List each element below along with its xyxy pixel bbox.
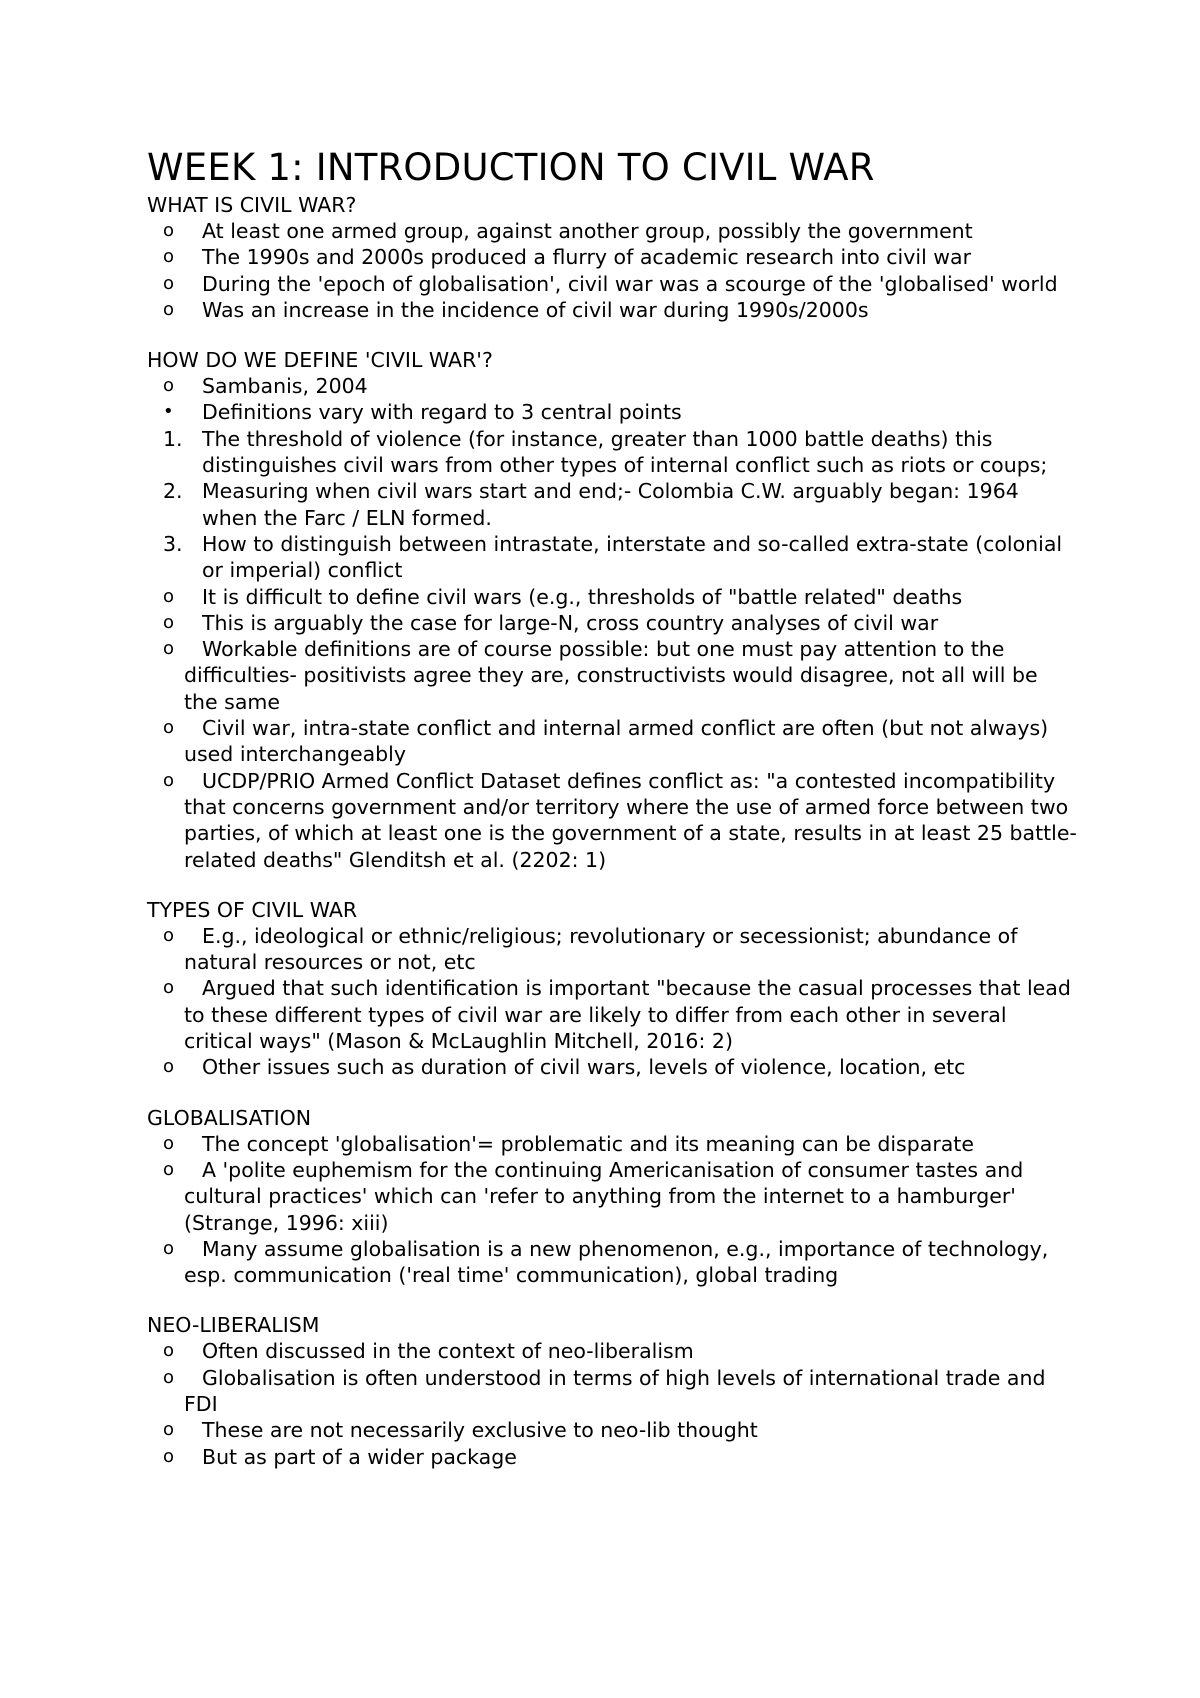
bullet-icon: •	[163, 401, 174, 423]
bullet-list	[147, 1338, 1077, 1469]
list-item-text: Other issues such as duration of civil wars, levels of violence, location, etc	[202, 1055, 966, 1080]
list-item	[147, 715, 1077, 768]
circle-bullet-icon: o	[163, 1419, 175, 1441]
numbered-list-item	[147, 426, 1077, 479]
list-item-text: A 'polite euphemism for the continuing Americanisation of consumer tastes and cultural practices' which can 'refer to anything from the internet to a hamburger' (Strange, 1996: xiii)	[184, 1157, 1024, 1235]
list-item-text: Argued that such identification is important "because the casual processes that lead to these different types of civil war are likely to differ from each other in several critical ways" (Mason & McLaughlin Mitchell, 2016: 2)	[184, 976, 1071, 1054]
circle-bullet-icon: o	[163, 638, 175, 660]
circle-bullet-icon: o	[163, 375, 175, 397]
list-item	[147, 1444, 1077, 1470]
list-item	[147, 373, 1077, 399]
section	[147, 347, 1077, 873]
list-item	[147, 923, 1077, 976]
circle-bullet-icon: o	[163, 272, 175, 294]
section-heading: NEO-LIBERALISM	[147, 1313, 320, 1338]
document-body	[147, 192, 1077, 1470]
list-item	[147, 218, 1077, 244]
circle-bullet-icon: o	[163, 977, 175, 999]
list-item	[147, 297, 1077, 323]
section-heading: GLOBALISATION	[147, 1105, 312, 1130]
list-item-text: The 1990s and 2000s produced a flurry of academic research into civil war	[202, 245, 972, 270]
list-item-text: Definitions vary with regard to 3 central points	[202, 400, 682, 425]
document-page	[147, 146, 1077, 1494]
list-item	[147, 1236, 1077, 1289]
section	[147, 1105, 1077, 1289]
list-item	[147, 975, 1077, 1054]
list-item	[147, 399, 1077, 425]
list-item-text: These are not necessarily exclusive to neo-lib thought	[202, 1418, 758, 1443]
circle-bullet-icon: o	[163, 298, 175, 320]
list-item-text: It is difficult to define civil wars (e.g., thresholds of "battle related" deaths	[202, 584, 963, 609]
section-heading: TYPES OF CIVIL WAR	[147, 897, 358, 922]
circle-bullet-icon: o	[163, 1237, 175, 1259]
list-item	[147, 1417, 1077, 1443]
list-item	[147, 244, 1077, 270]
list-item-text: Often discussed in the context of neo-liberalism	[202, 1339, 694, 1364]
list-item-text: Sambanis, 2004	[202, 374, 368, 399]
bullet-list	[147, 373, 1077, 873]
list-item-text: Was an increase in the incidence of civil war during 1990s/2000s	[202, 297, 869, 322]
circle-bullet-icon: o	[163, 585, 175, 607]
bullet-list	[147, 923, 1077, 1081]
section	[147, 897, 1077, 1081]
list-item	[147, 610, 1077, 636]
list-item	[147, 1365, 1077, 1418]
list-item-text: The threshold of violence (for instance, greater than 1000 battle deaths) this distinguishes civil wars from other types of internal conflict such as riots or coups;	[202, 426, 1048, 478]
list-item-text: How to distinguish between intrastate, interstate and so-called extra-state (colonial or imperial) conflict	[202, 531, 1063, 583]
list-item	[147, 768, 1077, 873]
list-item-text: But as part of a wider package	[202, 1444, 517, 1469]
circle-bullet-icon: o	[163, 611, 175, 633]
list-number: 2.	[163, 479, 183, 504]
section-heading: WHAT IS CIVIL WAR?	[147, 193, 357, 217]
list-item-text: The concept 'globalisation'= problematic and its meaning can be disparate	[202, 1131, 974, 1156]
section-heading: HOW DO WE DEFINE 'CIVIL WAR'?	[147, 348, 493, 373]
circle-bullet-icon: o	[163, 246, 175, 268]
list-item-text: Measuring when civil wars start and end;- Colombia C.W. arguably began: 1964 when the Farc / ELN formed.	[202, 479, 1019, 530]
circle-bullet-icon: o	[163, 1445, 175, 1467]
circle-bullet-icon: o	[163, 924, 175, 946]
circle-bullet-icon: o	[163, 769, 175, 791]
list-item-text: UCDP/PRIO Armed Conflict Dataset defines conflict as: "a contested incompatibility that concerns government and/or territory where the use of armed force between two parties, of which at least one is the government of a state, results in at least 25 battle-related deaths" Glenditsh et al. (2202: 1)	[184, 768, 1077, 872]
list-item	[147, 271, 1077, 297]
list-item	[147, 1157, 1077, 1236]
circle-bullet-icon: o	[163, 1158, 175, 1180]
list-item-text: Workable definitions are of course possible: but one must pay attention to the difficulties- positivists agree they are, constructivists would disagree, not all will be the same	[184, 637, 1038, 714]
list-item	[147, 1338, 1077, 1364]
list-item-text: During the 'epoch of globalisation', civil war was a scourge of the 'globalised' world	[202, 271, 1058, 296]
list-number: 1.	[163, 426, 183, 451]
circle-bullet-icon: o	[163, 717, 175, 739]
bullet-list	[147, 218, 1077, 323]
document-title: WEEK 1: INTRODUCTION TO CIVIL WAR	[147, 146, 875, 189]
circle-bullet-icon: o	[163, 1132, 175, 1154]
numbered-list-item	[147, 531, 1077, 584]
list-item-text: E.g., ideological or ethnic/religious; revolutionary or secessionist; abundance of natural resources or not, etc	[184, 923, 1018, 975]
list-number: 3.	[163, 531, 183, 556]
circle-bullet-icon: o	[163, 1340, 175, 1362]
list-item-text: At least one armed group, against another group, possibly the government	[202, 219, 973, 243]
circle-bullet-icon: o	[163, 1366, 175, 1388]
list-item	[147, 1054, 1077, 1080]
list-item-text: Globalisation is often understood in terms of high levels of international trade and FDI	[184, 1365, 1046, 1416]
circle-bullet-icon: o	[163, 220, 175, 241]
list-item	[147, 584, 1077, 610]
circle-bullet-icon: o	[163, 1056, 175, 1078]
list-item	[147, 636, 1077, 715]
section	[147, 192, 1077, 323]
list-item	[147, 1131, 1077, 1157]
list-item-text: Civil war, intra-state conflict and internal armed conflict are often (but not always) used interchangeably	[184, 716, 1049, 767]
numbered-list-item	[147, 478, 1077, 531]
list-item-text: Many assume globalisation is a new phenomenon, e.g., importance of technology, esp. communication ('real time' communication), global trading	[184, 1236, 1049, 1288]
section	[147, 1312, 1077, 1469]
list-item-text: This is arguably the case for large-N, cross country analyses of civil war	[202, 610, 939, 635]
bullet-list	[147, 1131, 1077, 1289]
